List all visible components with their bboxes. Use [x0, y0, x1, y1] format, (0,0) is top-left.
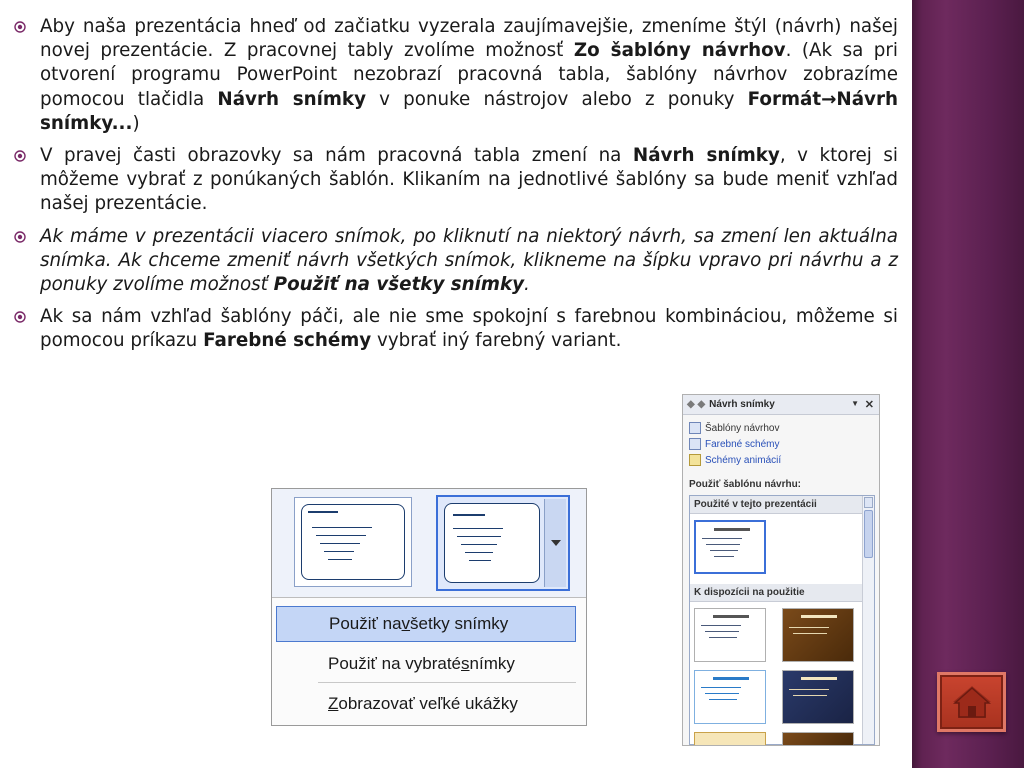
templates-icon [689, 422, 701, 434]
bold-term: Zo šablóny návrhov [573, 40, 786, 62]
template-thumbnail[interactable] [694, 520, 766, 574]
link-animation-schemes[interactable]: Schémy animácií [689, 453, 781, 467]
menu-separator [318, 682, 576, 683]
link-design-templates[interactable]: Šablóny návrhov [689, 421, 780, 435]
bold-term: Farebné schémy [203, 330, 372, 352]
text-run: vybrať iný farebný variant. [371, 330, 622, 352]
design-thumbnails [272, 489, 586, 597]
template-thumbnail[interactable] [782, 732, 854, 746]
bullet-paragraph [12, 15, 898, 136]
context-menu [272, 597, 586, 725]
template-thumbnail[interactable] [782, 670, 854, 724]
nav-arrows-icon[interactable]: ◆ ◆ [687, 399, 706, 410]
text-run: V pravej časti obrazovky sa nám pracovná tabla zmení na [40, 145, 633, 167]
scrollbar-thumb[interactable] [864, 510, 873, 558]
circle-dot-icon [14, 311, 26, 323]
text-run: ) [132, 112, 140, 134]
bold-term: Návrh snímky [632, 145, 780, 167]
apply-design-menu-screenshot [271, 488, 587, 726]
menu-item[interactable]: Použiť na v šetky snímky [276, 606, 576, 642]
animation-icon [689, 454, 701, 466]
group-available: K dispozícii na použitie [690, 584, 862, 602]
text-run: Aby naša prezentácia hneď od začiatku vyzerala zaujímavejšie, zmeníme štýl (návrh) našej novej prezentácie. Z pracovnej tably zvolíme možnosť [40, 16, 898, 62]
circle-dot-icon [14, 231, 26, 243]
bullet-paragraph [12, 305, 898, 353]
template-list [689, 495, 875, 745]
bullet-paragraph [12, 225, 898, 298]
home-button[interactable] [937, 672, 1006, 732]
text-run: Ak sa nám vzhľad šablóny páči, ale nie sme spokojní s farebnou kombináciou, môžeme si pomocou príkazu [40, 306, 898, 352]
template-thumbnail[interactable] [694, 608, 766, 662]
scroll-up-icon[interactable] [864, 497, 873, 508]
design-thumbnail[interactable] [294, 497, 412, 587]
group-used: Použité v tejto prezentácii [690, 496, 862, 514]
link-color-schemes[interactable]: Farebné schémy [689, 437, 779, 451]
circle-dot-icon [14, 21, 26, 33]
design-thumbnail-selected[interactable] [436, 495, 570, 591]
home-icon [949, 682, 995, 722]
menu-item[interactable]: Použiť na vybraté s nímky [328, 654, 515, 673]
color-schemes-icon [689, 438, 701, 450]
text-run: v ponuke nástrojov alebo z ponuky [366, 88, 748, 110]
apply-template-label: Použiť šablónu návrhu: [689, 479, 802, 490]
text-run: . [524, 274, 530, 296]
close-icon[interactable]: ✕ [864, 399, 874, 411]
chevron-down-icon [551, 540, 561, 546]
bold-term: Použiť na všetky snímky [273, 274, 525, 296]
bold-term: Formát→Návrh snímky... [40, 88, 898, 134]
chevron-down-icon[interactable]: ▼ [851, 399, 859, 408]
circle-dot-icon [14, 150, 26, 162]
menu-item[interactable]: Z obrazovať veľké ukážky [328, 694, 518, 713]
text-run: Ak máme v prezentácii viacero snímok, po kliknutí na niektorý návrh, sa zmení len aktuálna snímka. Ak chceme zmeniť návrh všetkých snímok, klikneme na šípku vpravo pri návrhu a z ponuky zvolíme možnosť [40, 225, 898, 296]
text-run: . (Ak sa pri otvorení programu PowerPoint nezobrazí pracovná tabla, šablóny návrhov zobrazíme pomocou tlačidla [40, 40, 898, 110]
bold-term: Návrh snímky [217, 88, 366, 110]
task-pane-screenshot [682, 394, 880, 746]
template-thumbnail[interactable] [694, 670, 766, 724]
template-thumbnail[interactable] [782, 608, 854, 662]
template-thumbnail[interactable] [694, 732, 766, 746]
side-accent-band [912, 0, 1024, 768]
bullet-paragraph [12, 144, 898, 217]
task-pane-header [683, 395, 879, 415]
task-pane-title: Návrh snímky [709, 399, 775, 410]
template-list-scrollbar[interactable] [862, 496, 874, 744]
design-dropdown-button[interactable] [544, 499, 566, 587]
bullet-list [12, 15, 898, 362]
text-run: , v ktorej si môžeme vybrať z ponúkaných šablón. Klikaním na jednotlivé šablóny sa bude meniť vzhľad našej prezentácie. [40, 145, 899, 215]
